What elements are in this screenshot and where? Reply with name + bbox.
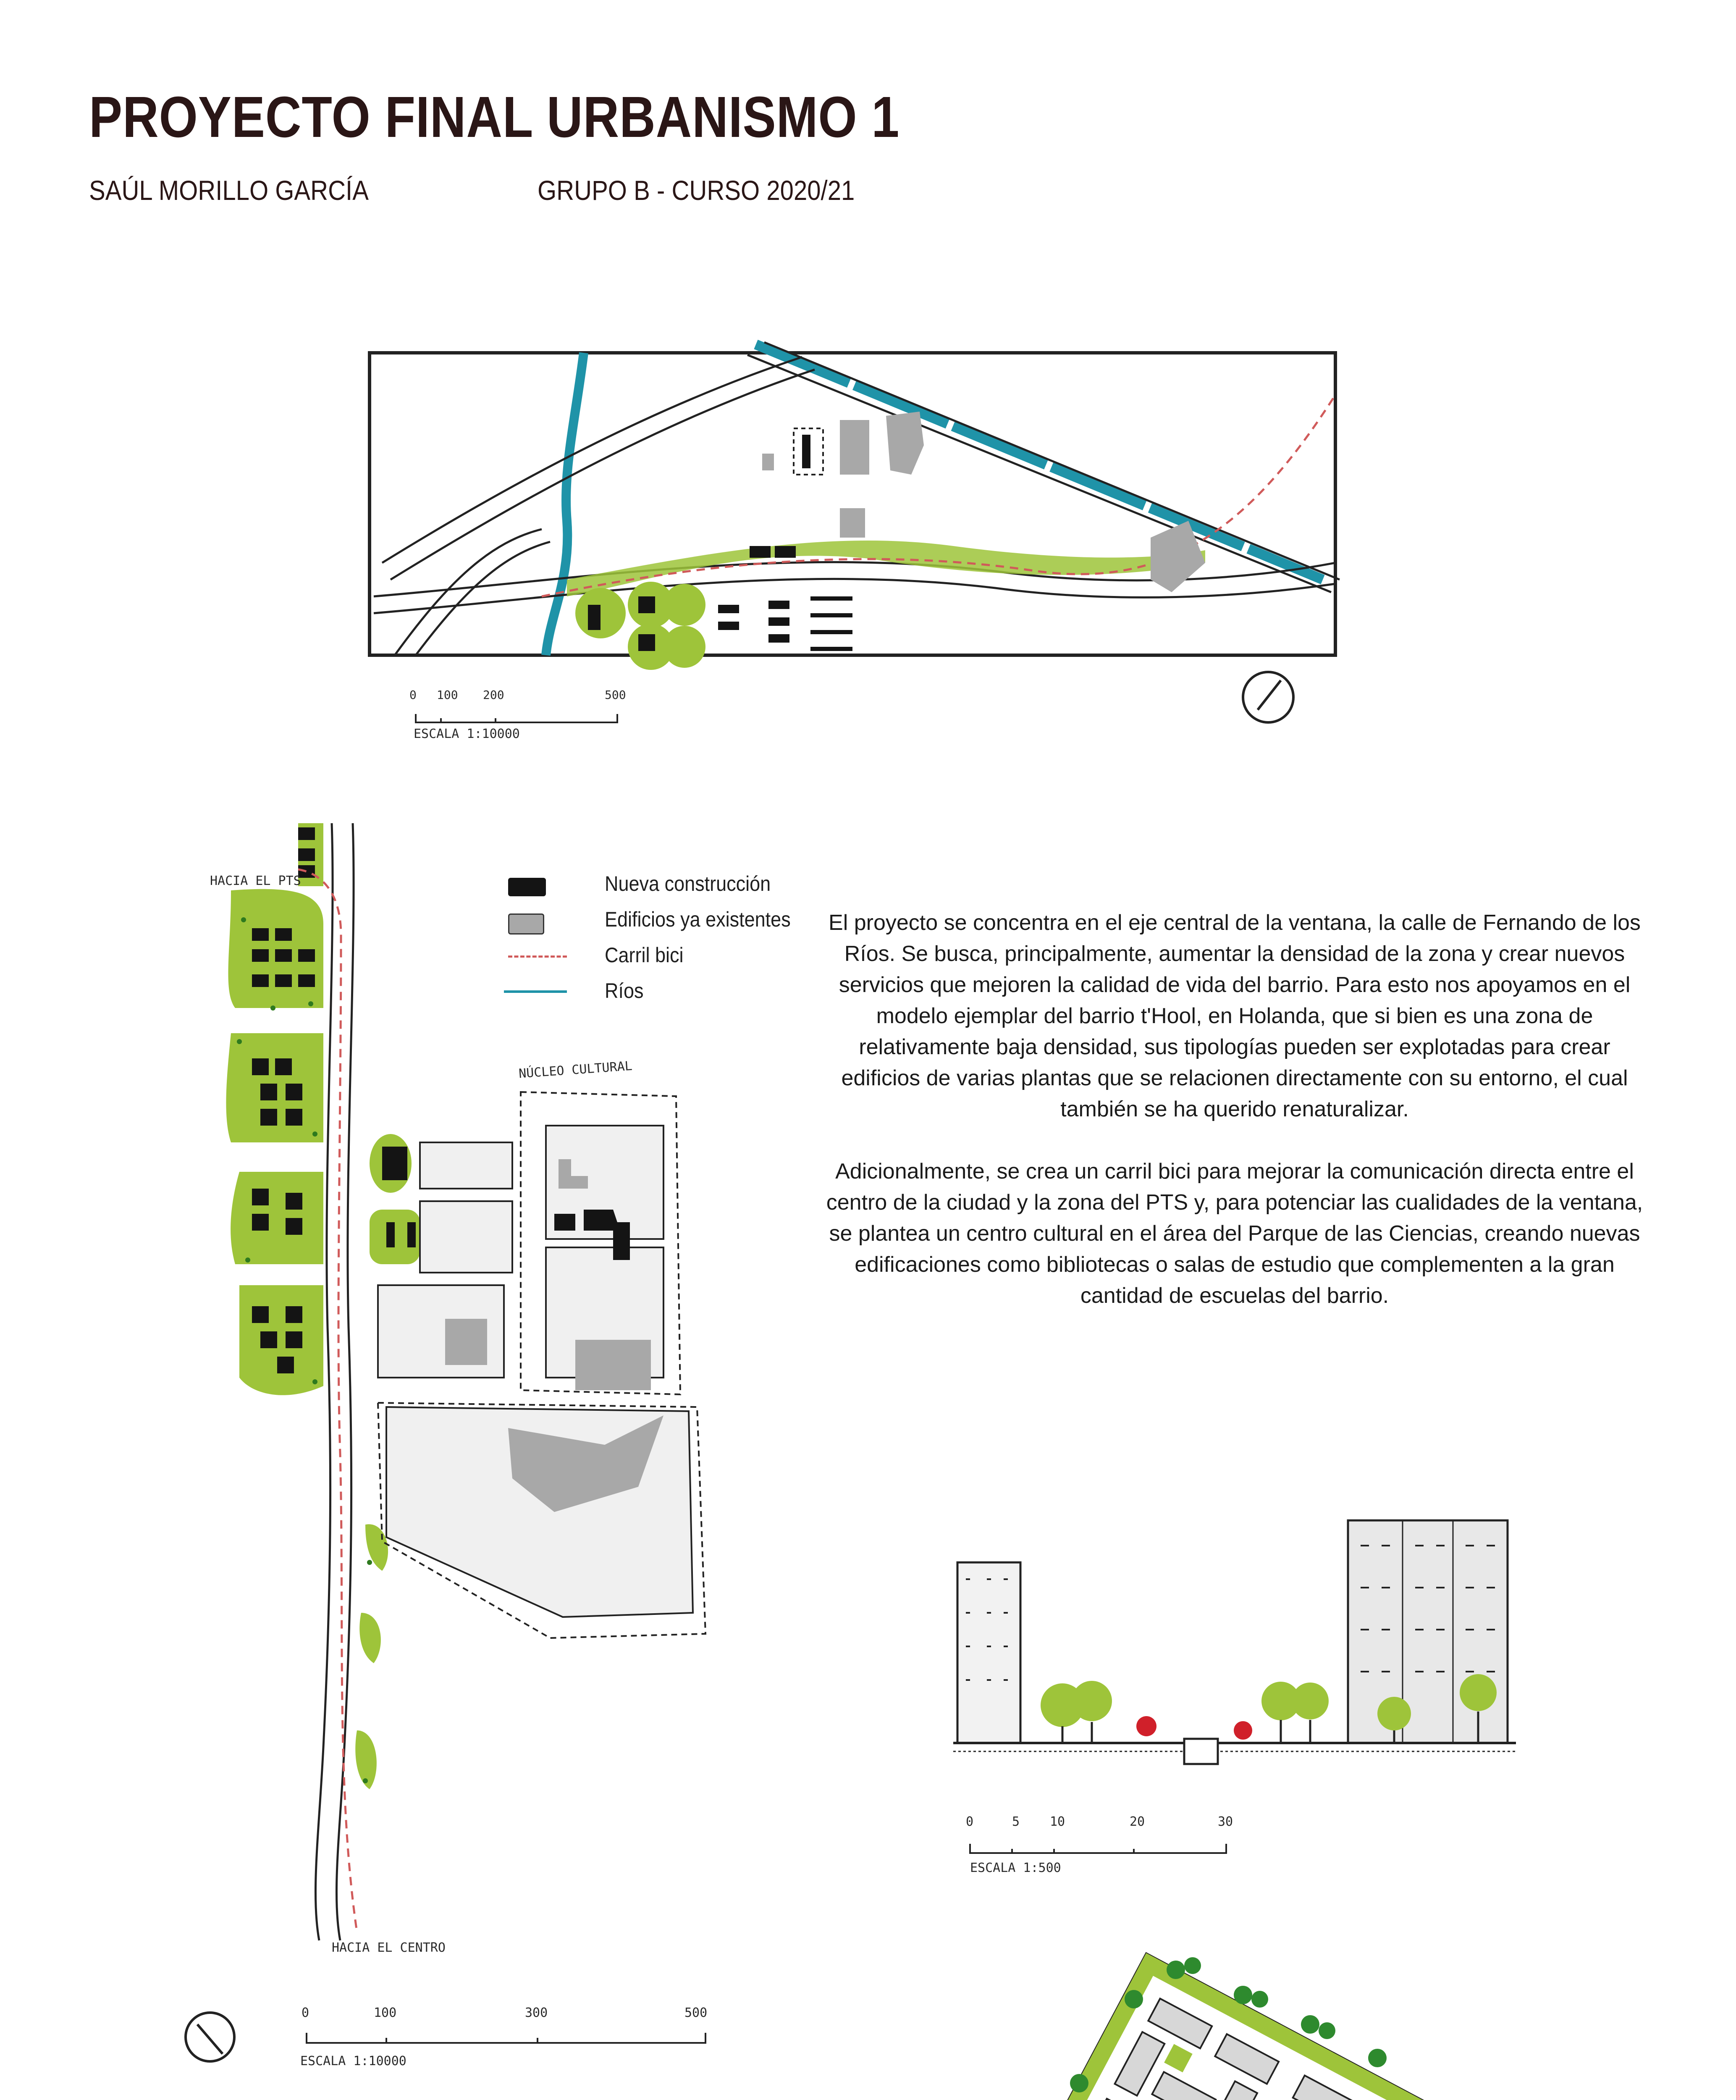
section-scale-bar bbox=[966, 1840, 1235, 1861]
label-cultural-nucleus: NÚCLEO CULTURAL bbox=[518, 1058, 633, 1082]
group-course: GRUPO B - CURSO 2020/21 bbox=[538, 175, 855, 206]
top-scale-tick: 200 bbox=[483, 688, 504, 702]
top-scale-tick: 500 bbox=[605, 688, 626, 702]
description-paragraph-1: El proyecto se concentra en el eje central de la ventana, la calle de Fernando de los Ríos. Se busca, principalmente, aumentar la densidad de la zona y crear nuevos servicios que mejoren la calidad de vida del barrio. Para esto nos apoyamos en el modelo ejemplar del barrio t'Hool, en Holanda, que si bien es una zona de relativamente baja densidad, sus tipologías pueden ser explotadas para crear edificios de varias plantas que se relacionen directamente con su entorno, el cual también se ha querido renaturalizar. bbox=[829, 911, 1641, 1121]
legend-swatch-existing bbox=[508, 914, 544, 934]
top-scale-tick: 100 bbox=[437, 688, 458, 702]
top-scale-tick: 0 bbox=[409, 688, 417, 702]
page-title: PROYECTO FINAL URBANISMO 1 bbox=[89, 85, 900, 150]
plan-scale-tick: 300 bbox=[525, 2006, 548, 2020]
section-scale-tick: 0 bbox=[966, 1814, 974, 1829]
plan-scale-label: ESCALA 1:10000 bbox=[300, 2054, 406, 2068]
legend-label: Ríos bbox=[605, 979, 644, 1003]
section-scale-label: ESCALA 1:500 bbox=[970, 1861, 1061, 1875]
legend-label: Nueva construcción bbox=[605, 872, 771, 895]
label-to-center: HACIA EL CENTRO bbox=[332, 1940, 446, 1955]
top-scale-bar bbox=[412, 710, 621, 727]
legend-swatch-bike bbox=[508, 956, 567, 958]
north-arrow-icon bbox=[1239, 668, 1298, 727]
urban-plan-map bbox=[185, 823, 739, 1940]
axonometric-block-view bbox=[1008, 1949, 1478, 2100]
section-scale-tick: 5 bbox=[1012, 1814, 1020, 1829]
project-description bbox=[823, 907, 1646, 1311]
plan-scale-tick: 500 bbox=[684, 2006, 708, 2020]
section-scale-tick: 30 bbox=[1218, 1814, 1233, 1829]
legend-label: Carril bici bbox=[605, 943, 684, 967]
plan-scale-tick: 100 bbox=[374, 2006, 397, 2020]
plan-scale-tick: 0 bbox=[302, 2006, 309, 2020]
plan-bike-lane bbox=[298, 869, 357, 1932]
plan-scale-bar bbox=[302, 2029, 714, 2050]
label-to-pts: HACIA EL PTS bbox=[210, 874, 301, 888]
street-section-drawing bbox=[949, 1504, 1520, 1789]
top-site-map bbox=[365, 344, 1348, 659]
author-name: SAÚL MORILLO GARCÍA bbox=[89, 175, 369, 206]
section-scale-tick: 10 bbox=[1050, 1814, 1065, 1829]
legend-swatch-river bbox=[504, 990, 567, 993]
legend-swatch-new bbox=[508, 878, 546, 896]
description-paragraph-2: Adicionalmente, se crea un carril bici para mejorar la comunicación directa entre el centro de la ciudad y la zona del PTS y, para potenciar las cualidades de la ventana, se plantea un centro cultural en el área del Parque de las Ciencias, creando nuevas edificaciones como bibliotecas o salas de estudio que complementen a la gran cantidad de escuelas del barrio. bbox=[826, 1159, 1643, 1308]
legend-label: Edificios ya existentes bbox=[605, 908, 791, 931]
top-scale-label: ESCALA 1:10000 bbox=[414, 727, 520, 741]
plan-north-arrow-icon bbox=[181, 2008, 239, 2066]
section-scale-tick: 20 bbox=[1130, 1814, 1145, 1829]
